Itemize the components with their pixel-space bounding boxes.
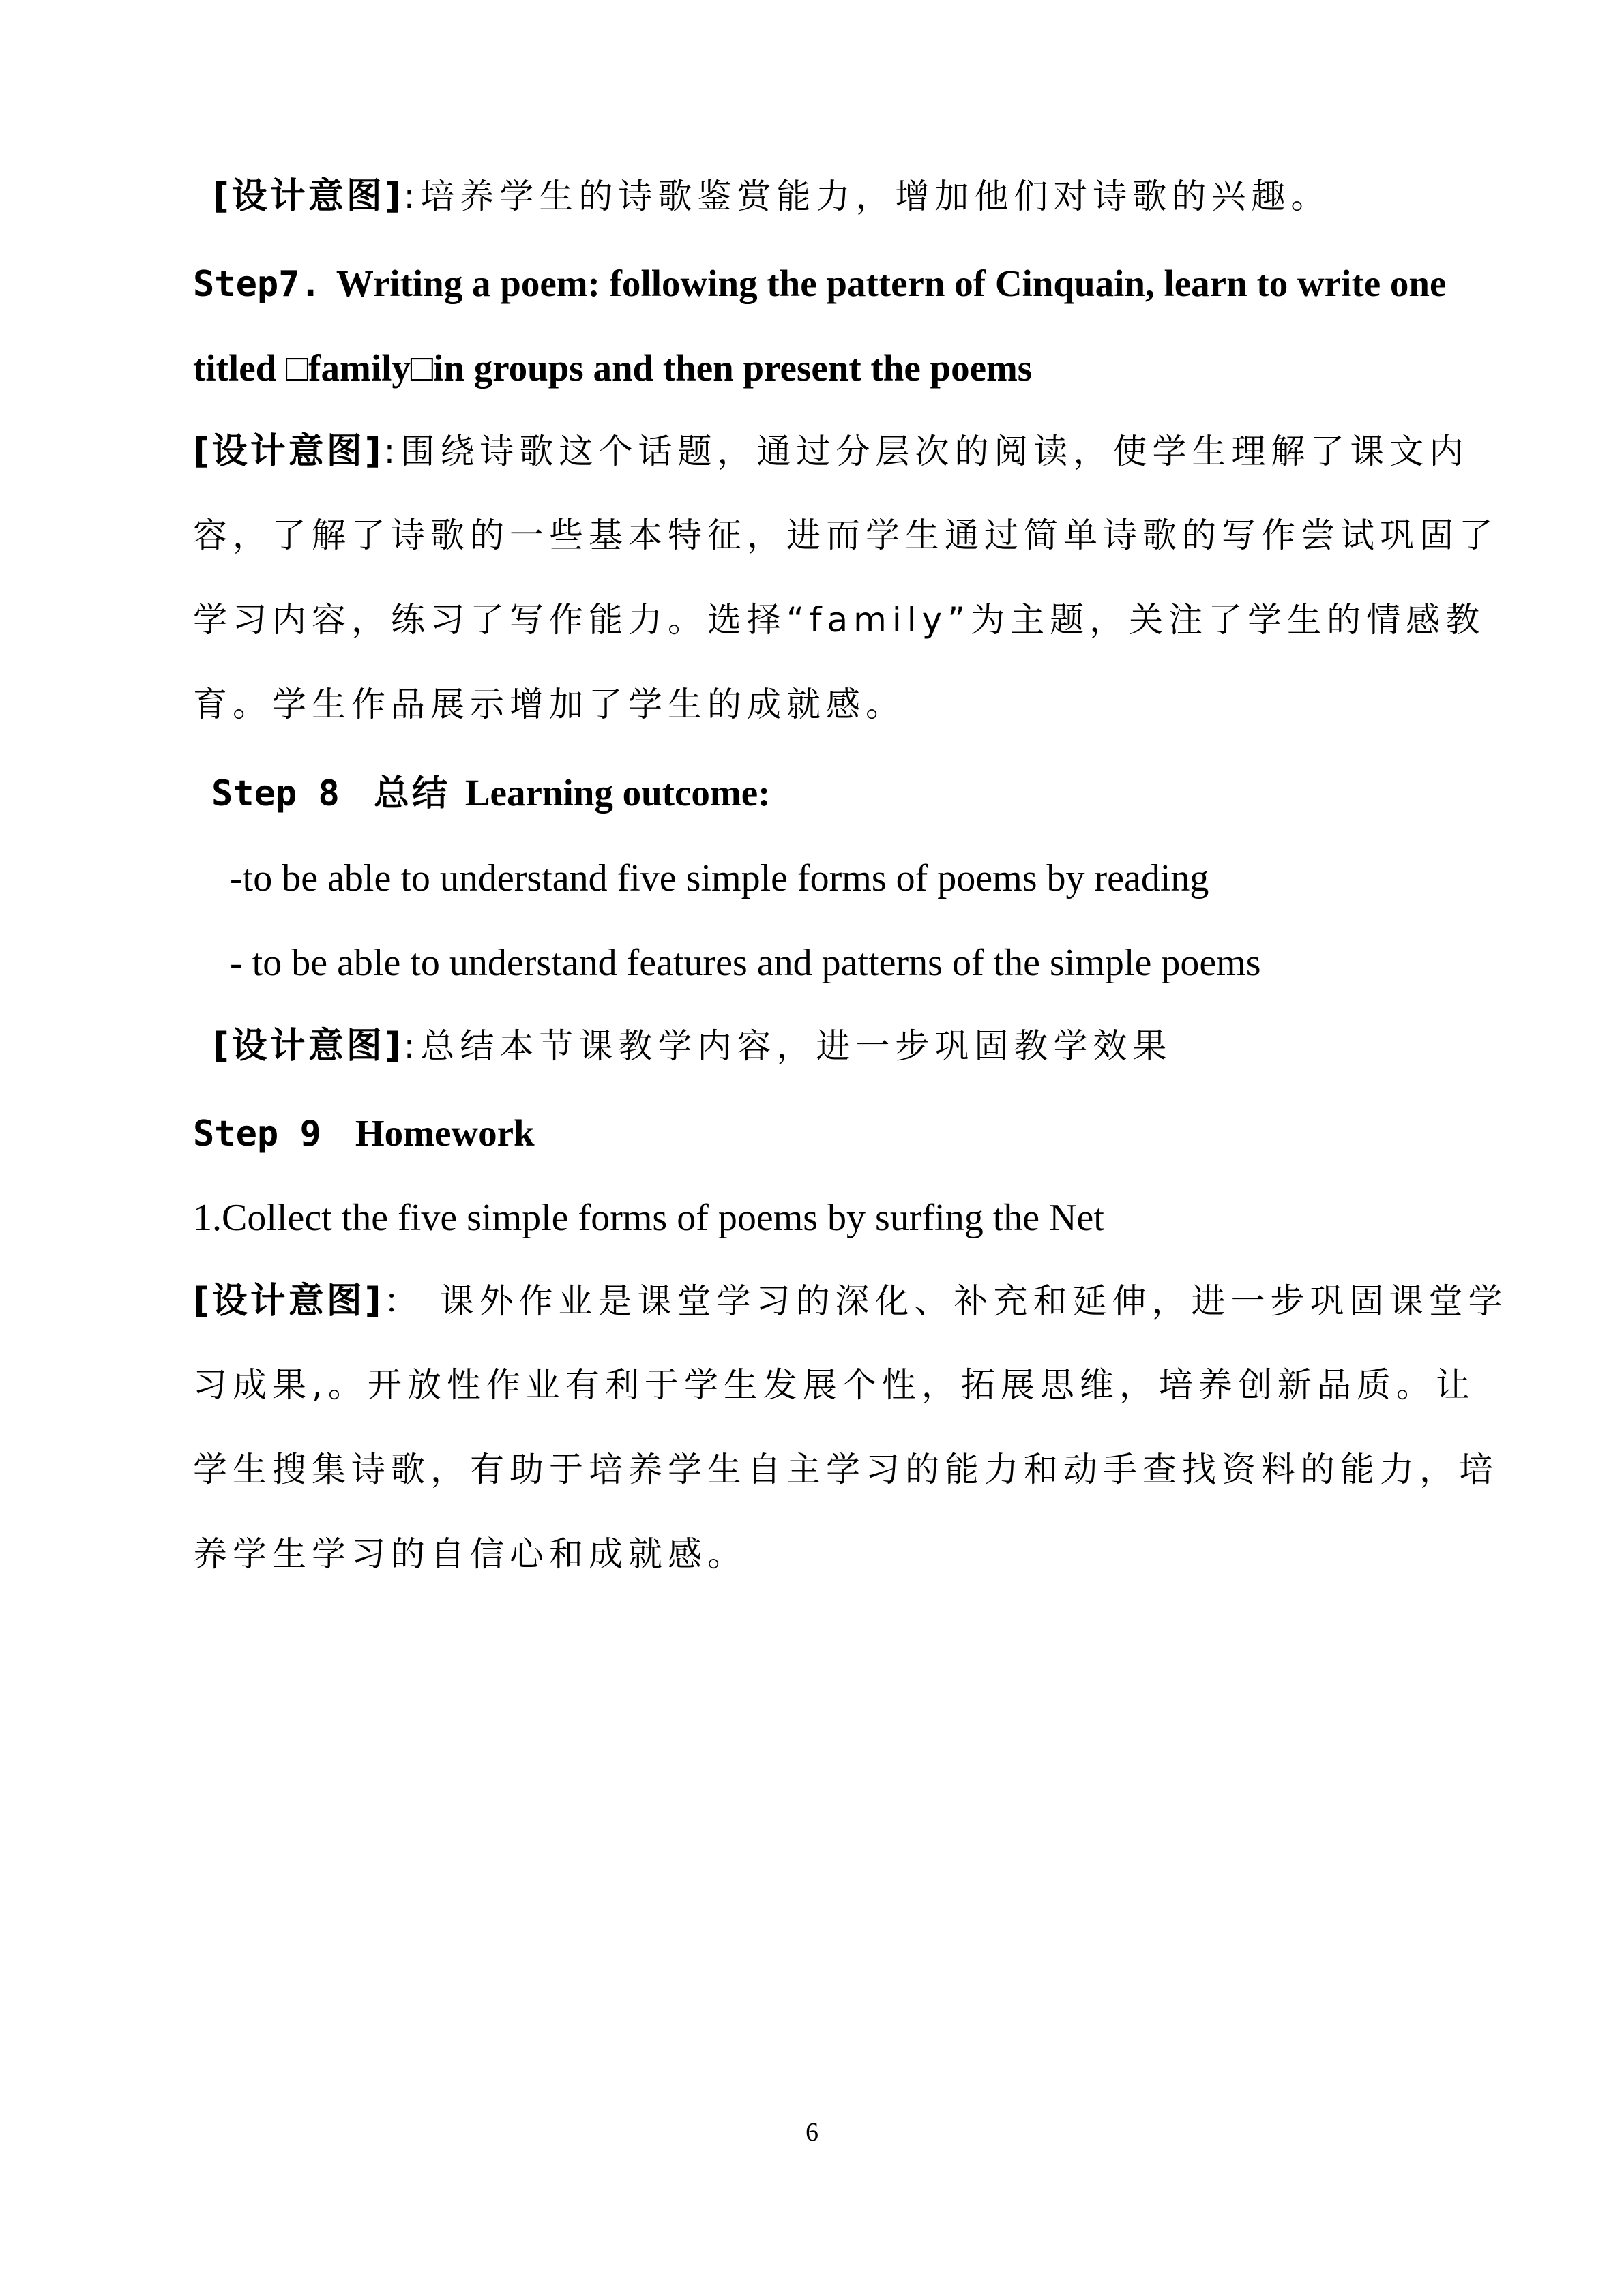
design-intent-2-line1 (193, 431, 1469, 472)
design-intent-2-line4: 育。学生作品展示增加了学生的成就感。 (193, 685, 905, 724)
step9-prefix: Step 9 (193, 1114, 321, 1154)
step8-outcome-2: - to be able to understand features and patterns of the simple poems (230, 942, 1261, 984)
step8-heading (211, 772, 771, 814)
design-intent-4-line3: 学生搜集诗歌，有助于培养学生自主学习的能力和动手查找资料的能力，培 (193, 1450, 1498, 1489)
design-intent-text: :培养学生的诗歌鉴赏能力，增加他们对诗歌的兴趣。 (403, 177, 1331, 216)
step9-heading (193, 1114, 535, 1152)
design-intent-label: [设计意图] (213, 176, 404, 217)
design-intent-4-line1 (193, 1281, 1508, 1322)
design-intent-4-line2: 习成果,。开放性作业有利于学生发展个性，拓展思维，培养创新品质。让 (193, 1365, 1475, 1405)
design-intent-label: [设计意图] (193, 1281, 384, 1322)
design-intent-text: :总结本节课教学内容，进一步巩固教学效果 (403, 1026, 1172, 1066)
design-intent-4-line4: 养学生学习的自信心和成就感。 (193, 1534, 747, 1574)
step8-prefix: Step 8 (211, 773, 340, 814)
step8-title: Learning outcome: (464, 772, 771, 814)
design-intent-2-line3: 学习内容，练习了写作能力。选择“family”为主题，关注了学生的情感教 (193, 600, 1486, 640)
design-intent-3 (213, 1026, 1172, 1067)
design-intent-text: :围绕诗歌这个话题，通过分层次的阅读，使学生理解了课文内 (383, 432, 1469, 471)
step7-prefix: Step7. (193, 264, 321, 305)
step7-heading-line2 (193, 349, 1032, 387)
design-intent-text: ： 课外作业是课堂学习的深化、补充和延伸，进一步巩固课堂学 (383, 1281, 1508, 1321)
step7-title-line1: Writing a poem: following the pattern of Cinquain, learn to write one (336, 263, 1447, 304)
page-number: 6 (806, 2118, 818, 2147)
homework-item-1: 1.Collect the five simple forms of poems by surfing the Net (193, 1197, 1104, 1239)
step7-heading-line1 (193, 263, 1447, 305)
step8-cn-title: 总结 (373, 773, 450, 814)
design-intent-label: [设计意图] (193, 431, 384, 472)
design-intent-label: [设计意图] (213, 1026, 404, 1067)
step9-title: Homework (355, 1112, 535, 1154)
design-intent-2-line2: 容，了解了诗歌的一些基本特征，进而学生通过简单诗歌的写作尝试巩固了 (193, 516, 1498, 555)
step8-outcome-1: -to be able to understand five simple forms of poems by reading (230, 857, 1209, 899)
step7-title-line2: titled □family□in groups and then present the poems (193, 347, 1033, 389)
design-intent-1 (213, 176, 1331, 217)
